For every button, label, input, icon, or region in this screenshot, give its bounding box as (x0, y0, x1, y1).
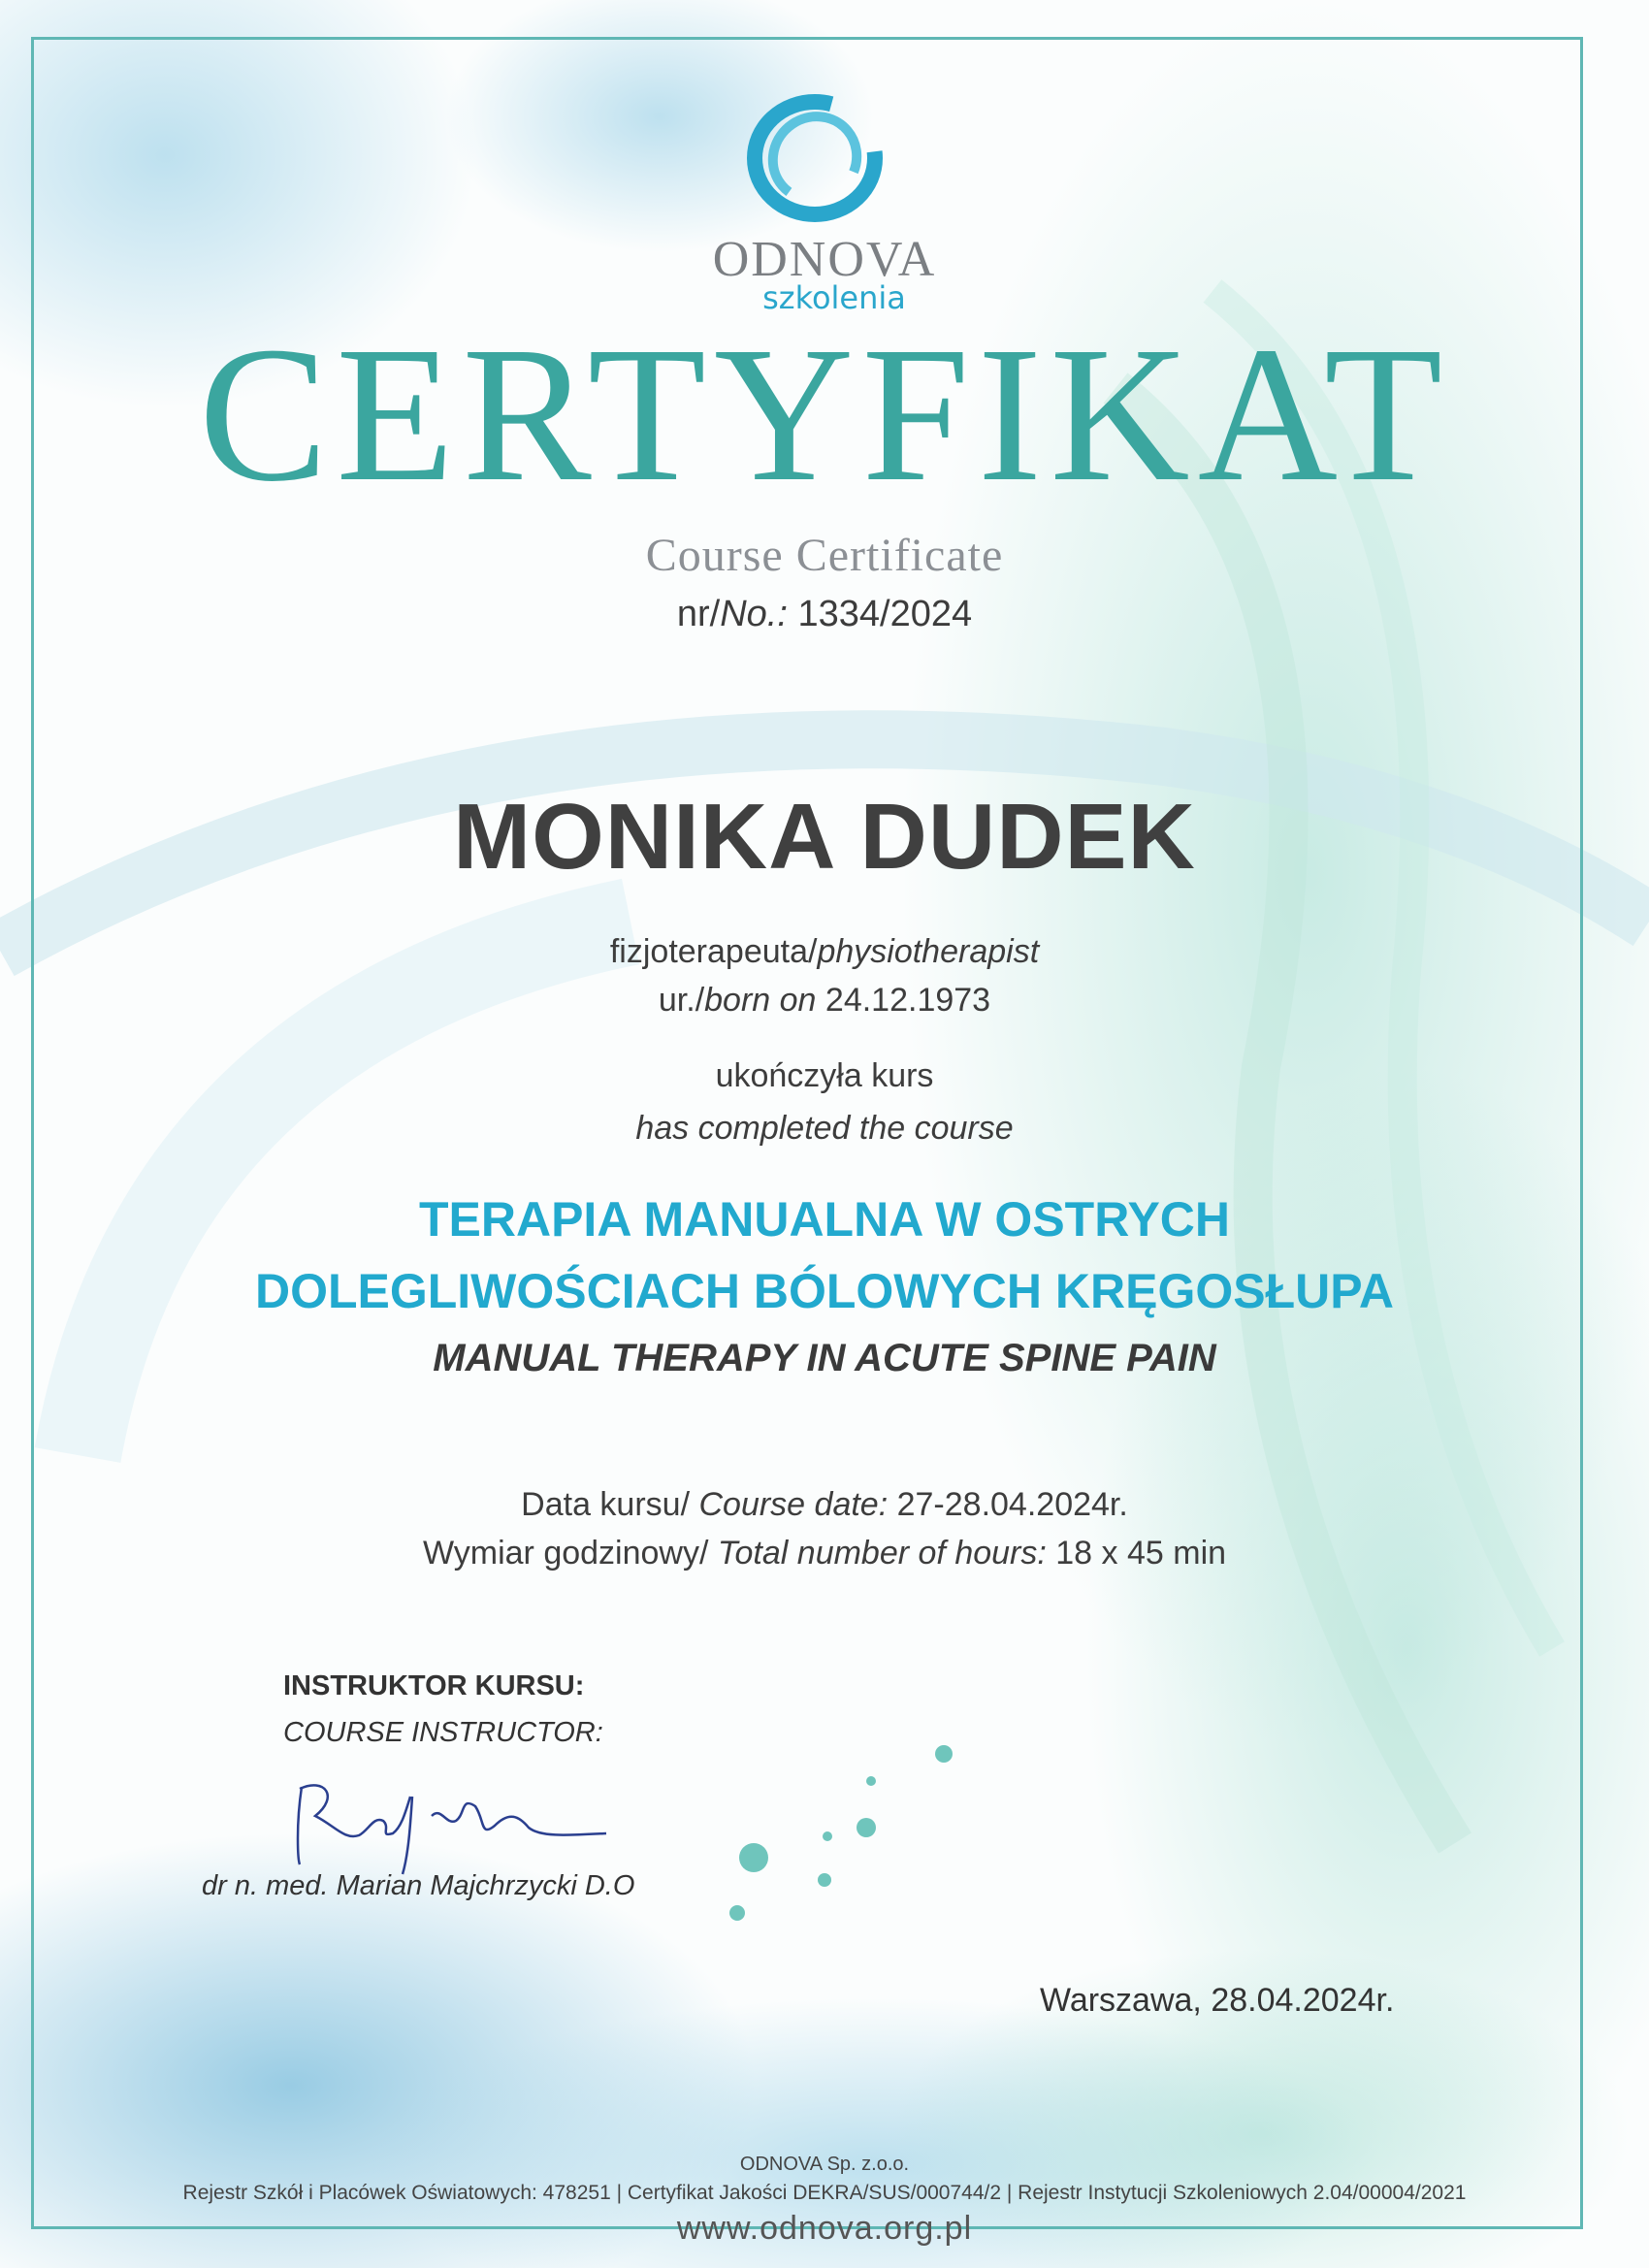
recipient-name: MONIKA DUDEK (453, 785, 1196, 889)
completed-label-en: has completed the course (635, 1110, 1014, 1147)
logo-wordmark: ODNOVA (712, 232, 937, 287)
issue-place-date: Warszawa, 28.04.2024r. (1040, 1982, 1395, 2019)
completed-label-pl: ukończyła kurs (715, 1057, 934, 1094)
instructor-heading-en: COURSE INSTRUCTOR: (283, 1717, 603, 1748)
certificate-number: nr/No.: 1334/2024 (676, 594, 973, 634)
course-title-en: MANUAL THERAPY IN ACUTE SPINE PAIN (433, 1337, 1216, 1379)
logo-tagline: szkolenia (762, 279, 906, 316)
course-title-pl-line2: DOLEGLIWOŚCIACH BÓLOWYCH KRĘGOSŁUPA (254, 1264, 1395, 1318)
instructor-name: dr n. med. Marian Majchrzycki D.O (202, 1870, 635, 1901)
recipient-birth-date: ur./born on 24.12.1973 (658, 982, 991, 1019)
course-hours: Wymiar godzinowy/ Total number of hours: 18 x 45 min (422, 1535, 1227, 1571)
footer-registers: Rejestr Szkół i Placówek Oświatowych: 478251 | Certyfikat Jakości DEKRA/SUS/000744/2 | Rejestr Instytucji Szkoleniowych 2.04/00004/2021 (182, 2182, 1467, 2204)
recipient-profession: fizjoterapeuta/physiotherapist (609, 933, 1040, 970)
certificate-subtitle: Course Certificate (645, 530, 1004, 581)
course-title-pl-line1: TERAPIA MANUALNA W OSTRYCH (418, 1192, 1231, 1247)
course-date: Data kursu/ Course date: 27-28.04.2024r. (521, 1486, 1128, 1523)
certificate-title: CERTYFIKAT (198, 308, 1451, 522)
footer-website-link[interactable]: www.odnova.org.pl (676, 2210, 973, 2247)
odnova-logo-icon (737, 85, 892, 231)
instructor-signature (286, 1767, 616, 1884)
instructor-heading-pl: INSTRUKTOR KURSU: (283, 1670, 585, 1701)
footer-company: ODNOVA Sp. z.o.o. (739, 2154, 910, 2175)
